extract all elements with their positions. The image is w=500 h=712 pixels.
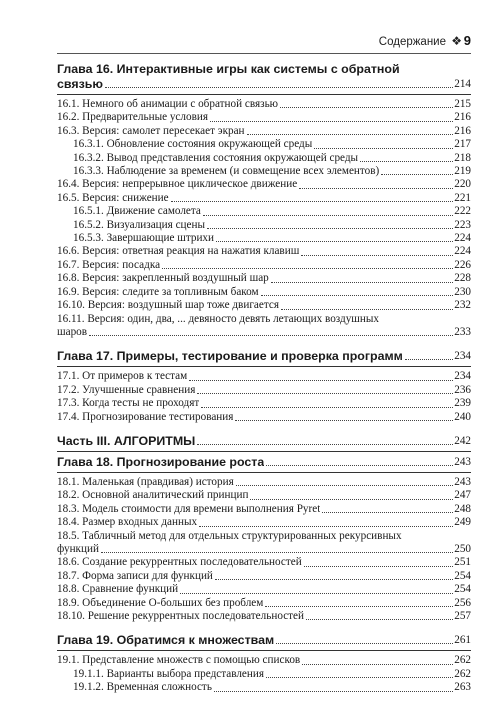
page-ref: 236 xyxy=(454,383,471,396)
toc-entry[interactable] xyxy=(57,570,471,583)
leader-dots xyxy=(210,121,453,122)
toc-subentry[interactable] xyxy=(57,205,471,218)
chapter-heading-19[interactable] xyxy=(57,633,471,648)
entry-title: 18.6. Создание рекуррентных последовательностей xyxy=(57,556,302,569)
leader-dots xyxy=(302,664,453,665)
leader-dots xyxy=(261,295,454,296)
leader-dots xyxy=(105,87,453,88)
toc-entry-wrapped-tail[interactable] xyxy=(57,543,471,556)
leader-dots xyxy=(197,444,453,445)
entry-title: 18.7. Форма записи для функций xyxy=(57,569,213,582)
chapter-title: Глава 17. Примеры, тестирование и проверка программ xyxy=(57,349,403,364)
toc-entry[interactable] xyxy=(57,411,471,424)
toc-entry[interactable] xyxy=(57,476,471,489)
leader-dots xyxy=(162,268,453,269)
page-ref: 218 xyxy=(454,151,471,164)
page-ref: 233 xyxy=(454,325,471,338)
page-ref: 234 xyxy=(454,350,471,363)
page-ref: 222 xyxy=(454,205,471,218)
page-ref: 242 xyxy=(454,434,471,447)
header-title: Содержание xyxy=(378,36,446,48)
entry-title: 16.9. Версия: следите за топливным баком xyxy=(57,285,259,298)
leader-dots xyxy=(281,309,453,310)
chapter-title-line: связью xyxy=(57,77,103,91)
entry-title: 18.4. Размер входных данных xyxy=(57,516,198,529)
part-heading-3[interactable] xyxy=(57,434,471,449)
page-ref: 228 xyxy=(454,272,471,285)
page-ref: 226 xyxy=(454,258,471,271)
leader-dots xyxy=(265,606,453,607)
chapter-rule xyxy=(57,366,471,367)
chapter-title: Глава 19. Обратимся к множествам xyxy=(57,633,275,648)
entry-title: 18.5. Табличный метод для отдельных структурированных рекурсивных xyxy=(57,529,402,542)
leader-dots xyxy=(360,161,453,162)
page-ref: 234 xyxy=(454,370,471,383)
page-ref: 257 xyxy=(454,610,471,622)
leader-dots xyxy=(304,566,453,567)
leader-dots xyxy=(381,174,453,175)
leader-dots xyxy=(180,593,453,594)
leader-dots xyxy=(266,465,453,466)
leader-dots xyxy=(201,407,453,408)
entry-title: 16.3.3. Наблюдение за временем (и совмещение всех элементов) xyxy=(73,165,380,178)
page-ref: 230 xyxy=(454,285,471,298)
chapter-rule xyxy=(57,650,471,651)
entry-title: 16.3.1. Обновление состояния окружающей среды xyxy=(73,138,313,151)
running-header xyxy=(0,0,500,62)
toc-entry[interactable] xyxy=(57,192,471,205)
page-ref: 240 xyxy=(454,410,471,423)
page-ref: 224 xyxy=(454,245,471,258)
leader-dots xyxy=(214,691,453,692)
leader-dots xyxy=(236,485,453,486)
entry-title: 17.2. Улучшенные сравнения xyxy=(57,383,196,396)
entry-title: 16.5.2. Визуализация сцены xyxy=(73,218,205,231)
toc-entry[interactable] xyxy=(57,111,471,124)
leader-dots xyxy=(101,552,453,553)
toc-entry[interactable] xyxy=(57,489,471,502)
entry-title: 18.1. Маленькая (правдивая) история xyxy=(57,475,234,488)
entry-title: 17.1. От примеров к тестам xyxy=(57,370,188,383)
entry-title: функций xyxy=(57,542,99,555)
page-ref: 243 xyxy=(454,455,471,468)
toc-entry[interactable] xyxy=(57,299,471,312)
page-ref: 248 xyxy=(454,502,471,515)
entry-title: 16.6. Версия: ответная реакция на нажатия клавиш xyxy=(57,245,300,258)
chapter-heading-18[interactable] xyxy=(57,455,471,470)
entry-title: 18.9. Объединение O-больших без проблем xyxy=(57,596,264,609)
chapter-heading-16[interactable] xyxy=(57,77,471,92)
entry-title: шаров xyxy=(57,325,88,338)
page-ref: 262 xyxy=(454,654,471,667)
page-ref: 243 xyxy=(454,475,471,488)
entry-title: 17.3. Когда тесты не проходят xyxy=(57,397,200,410)
page-ref: 249 xyxy=(454,516,471,529)
leader-dots xyxy=(171,201,454,202)
toc-entry[interactable] xyxy=(57,556,471,569)
leader-dots xyxy=(247,134,454,135)
entry-title: 19.1. Представление множеств с помощью списков xyxy=(57,654,301,667)
chapter-rule xyxy=(57,94,471,95)
entry-title: 16.7. Версия: посадка xyxy=(57,258,161,271)
page-ref: 261 xyxy=(454,634,471,647)
page-number: 9 xyxy=(463,33,471,48)
entry-title: 16.5.1. Движение самолета xyxy=(73,205,201,218)
toc-subentry[interactable] xyxy=(57,152,471,165)
part-title: Часть III. АЛГОРИТМЫ xyxy=(57,433,196,448)
toc-subentry[interactable] xyxy=(57,219,471,232)
leader-dots xyxy=(280,107,453,108)
entry-title: 16.4. Версия: непрерывное циклическое движение xyxy=(57,178,298,191)
entry-title: 16.5. Версия: снижение xyxy=(57,191,169,204)
page-ref: 250 xyxy=(454,542,471,555)
toc-entry[interactable] xyxy=(57,98,471,111)
entry-title: 17.4. Прогнозирование тестирования xyxy=(57,410,234,423)
toc-entry[interactable] xyxy=(57,272,471,285)
toc-entry[interactable] xyxy=(57,286,471,299)
toc-subentry[interactable] xyxy=(57,668,471,681)
toc-entry[interactable] xyxy=(57,654,471,667)
page-ref: 239 xyxy=(454,397,471,410)
page-ref: 232 xyxy=(454,299,471,312)
entry-title: 19.1.1. Варианты выбора представления xyxy=(73,667,265,680)
toc-entry[interactable] xyxy=(57,503,471,516)
toc-entry[interactable] xyxy=(57,397,471,410)
ornament-icon: ❖ xyxy=(451,34,462,48)
entry-title: 16.10. Версия: воздушный шар тоже двигается xyxy=(57,299,279,312)
toc-entry[interactable] xyxy=(57,516,471,529)
header-rule xyxy=(57,53,471,54)
leader-dots xyxy=(276,643,453,644)
leader-dots xyxy=(314,148,453,149)
leader-dots xyxy=(271,282,453,283)
page-ref: 216 xyxy=(454,111,471,124)
entry-title: 16.5.3. Завершающие штрихи xyxy=(73,232,215,245)
page-ref: 256 xyxy=(454,596,471,609)
toc-entry[interactable] xyxy=(57,178,471,191)
toc-entry[interactable] xyxy=(57,259,471,272)
leader-dots xyxy=(266,677,453,678)
leader-dots xyxy=(203,215,453,216)
page-ref: 217 xyxy=(454,138,471,151)
toc-entry[interactable] xyxy=(57,597,471,610)
leader-dots xyxy=(250,499,453,500)
entry-title: 18.8. Сравнение функций xyxy=(57,583,179,596)
entry-title: 19.1.2. Временна́я сложность xyxy=(73,681,212,694)
toc-subentry[interactable] xyxy=(57,165,471,178)
entry-title: 16.2. Предварительные условия xyxy=(57,111,208,124)
leader-dots xyxy=(89,335,453,336)
page-ref: 221 xyxy=(454,191,471,204)
page-ref: 254 xyxy=(454,569,471,582)
leader-dots xyxy=(199,526,453,527)
chapter-title xyxy=(57,62,471,77)
entry-title: 18.3. Модель стоимости для времени выполнения Pyret xyxy=(57,502,321,515)
page-ref: 219 xyxy=(454,165,471,178)
toc-subentry[interactable] xyxy=(57,138,471,151)
toc-entry[interactable] xyxy=(57,384,471,397)
page-ref: 214 xyxy=(454,78,471,90)
chapter-rule xyxy=(57,472,471,473)
entry-title: 16.3.2. Вывод представления состояния окружающей среды xyxy=(73,151,359,164)
entry-title: 16.3. Версия: самолет пересекает экран xyxy=(57,124,245,137)
entry-title: 16.11. Версия: один, два, ... девяносто девять летающих воздушных xyxy=(57,312,380,325)
entry-title: 18.2. Основной аналитический принцип xyxy=(57,489,249,502)
page-ref: 224 xyxy=(454,232,471,245)
toc-entry[interactable] xyxy=(57,125,471,138)
toc-entry-wrapped[interactable] xyxy=(57,530,471,543)
leader-dots xyxy=(299,188,453,189)
toc-subentry[interactable] xyxy=(57,232,471,245)
leader-dots xyxy=(207,228,453,229)
toc-entry[interactable] xyxy=(57,583,471,596)
chapter-heading-17[interactable] xyxy=(57,349,471,364)
leader-dots xyxy=(197,393,453,394)
leader-dots xyxy=(405,359,453,360)
table-of-contents xyxy=(57,62,471,695)
toc-entry-wrapped[interactable] xyxy=(57,313,471,326)
toc-entry[interactable] xyxy=(57,370,471,383)
page-ref: 215 xyxy=(454,98,471,110)
page-ref: 254 xyxy=(454,583,471,596)
entry-title: 16.8. Версия: закрепленный воздушный шар xyxy=(57,272,269,285)
leader-dots xyxy=(301,255,453,256)
page-ref: 216 xyxy=(454,124,471,137)
leader-dots xyxy=(235,420,453,421)
chapter-title: Глава 18. Прогнозирование роста xyxy=(57,454,265,469)
toc-entry-wrapped-tail[interactable] xyxy=(57,326,471,339)
page-ref: 262 xyxy=(454,667,471,680)
leader-dots xyxy=(306,619,453,620)
page-ref: 220 xyxy=(454,178,471,191)
page-ref: 251 xyxy=(454,556,471,569)
page-ref: 263 xyxy=(454,681,471,694)
part-rule xyxy=(57,451,471,452)
entry-title: 18.10. Решение рекуррентных последовательностей xyxy=(57,610,305,622)
page-ref: 223 xyxy=(454,218,471,231)
leader-dots xyxy=(216,241,453,242)
chapter-title-line: Глава 16. Интерактивные игры как системы с обратной xyxy=(57,62,400,76)
page-ref: 247 xyxy=(454,489,471,502)
leader-dots xyxy=(189,380,453,381)
toc-subentry[interactable] xyxy=(57,681,471,694)
leader-dots xyxy=(215,579,453,580)
toc-entry[interactable] xyxy=(57,245,471,258)
entry-title: 16.1. Немного об анимации с обратной связью xyxy=(57,98,279,110)
toc-entry[interactable] xyxy=(57,610,471,623)
leader-dots xyxy=(322,512,453,513)
